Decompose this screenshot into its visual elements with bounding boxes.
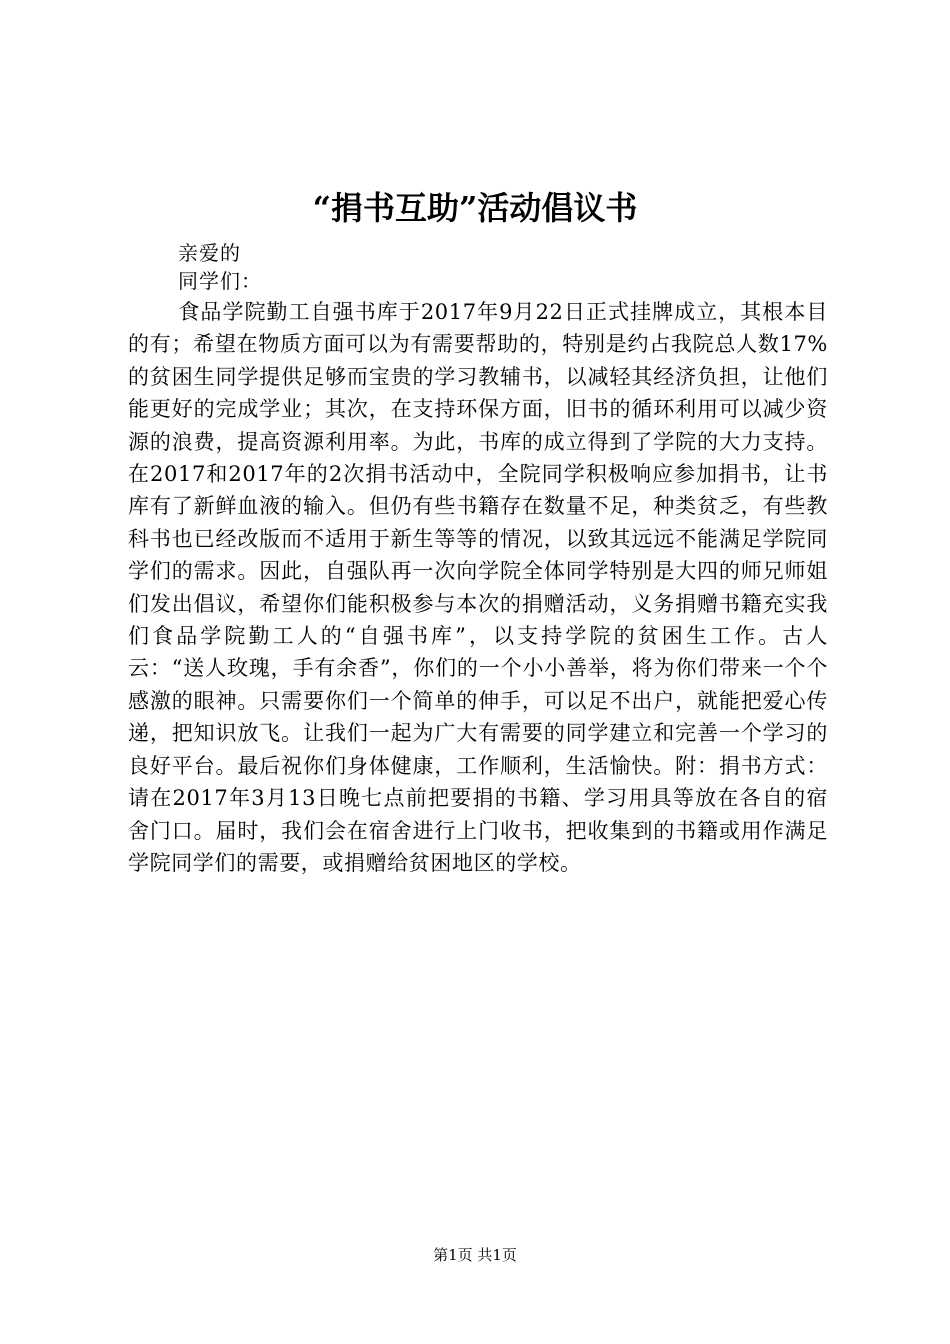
page-number-footer: 第1页 共1页 (433, 1246, 517, 1264)
salutation-line-1: 亲爱的 (178, 241, 241, 265)
salutation-line-2: 同学们： (178, 269, 262, 293)
document-title: “捐书互助”活动倡议书 (312, 189, 638, 227)
body-paragraph: 食品学院勤工自强书库于2017年9月22日正式挂牌成立，其根本目的有；希望在物质方面可以为有需要帮助的，特别是约占我院总人数17%的贫困生同学提供足够而宝贵的学习教辅书，以减轻其经济负担，让他们能更好的完成学业；其次，在支持环保方面，旧书的循环利用可以减少资源的浪费，提高资源利用率。为此，书库的成立得到了学院的大力支持。在2017和2017年的2次捐书活动中，全院同学积极响应参加捐书，让书库有了新鲜血液的输入。但仍有些书籍存在数量不足，种类贫乏，有些教科书也已经改版而不适用于新生等等的情况，以致其远远不能满足学院同学们的需求。因此，自强队再一次向学院全体同学特别是大四的师兄师姐们发出倡议，希望你们能积极参与本次的捐赠活动，义务捐赠书籍充实我们食品学院勤工人的“自强书库”，以支持学院的贫困生工作。古人云：“送人玫瑰，手有余香”，你们的一个小小善举，将为你们带来一个个感激的眼神。只需要你们一个简单的伸手，可以足不出户，就能把爱心传递，把知识放飞。让我们一起为广大有需要的同学建立和完善一个学习的良好平台。最后祝你们身体健康，工作顺利，生活愉快。附：捐书方式：请在2017年3月13日晚七点前把要捐的书籍、学习用具等放在各自的宿舍门口。届时，我们会在宿舍进行上门收书，把收集到的书籍或用作满足学院同学们的需要，或捐赠给贫困地区的学校。 (128, 300, 828, 875)
